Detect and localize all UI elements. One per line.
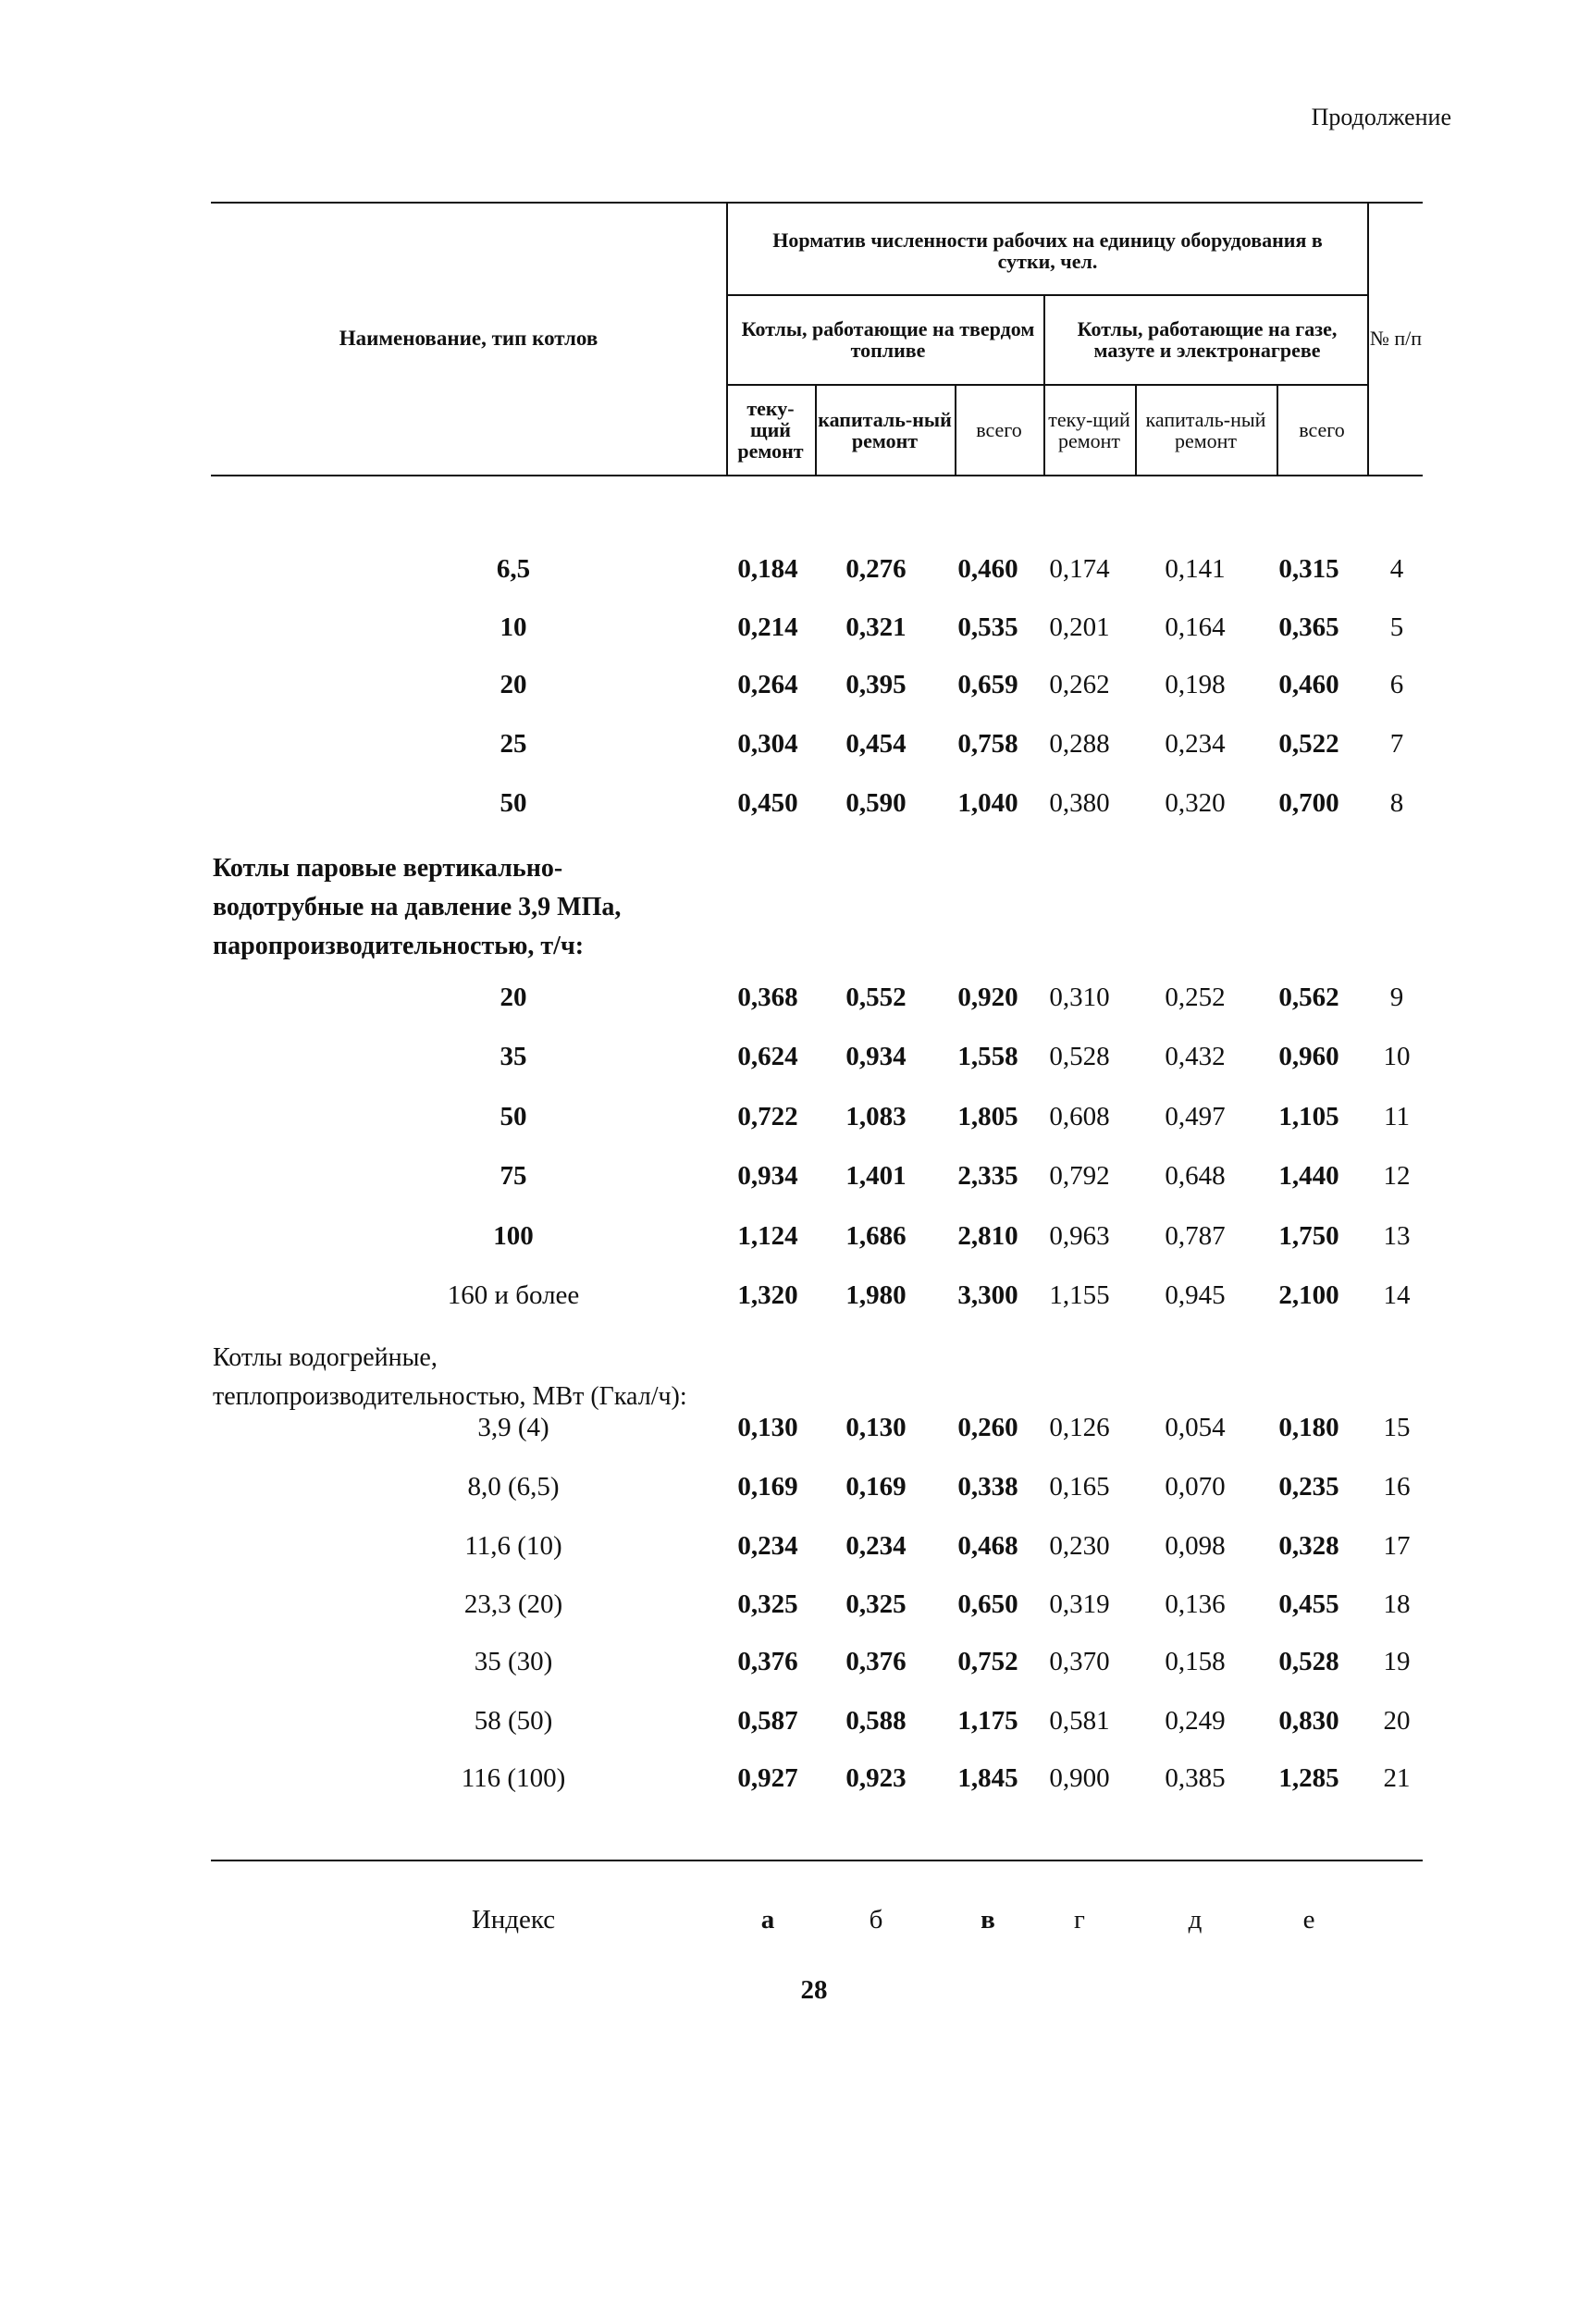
row-value-d: 0,234 (1165, 729, 1226, 759)
row-value-d: 0,787 (1165, 1221, 1226, 1251)
row-value-g: 0,900 (1049, 1763, 1110, 1793)
row-name: 23,3 (20) (463, 1589, 563, 1619)
row-number: 8 (1389, 788, 1404, 818)
row-value-d: 0,164 (1165, 612, 1226, 642)
row-value-e: 1,105 (1278, 1102, 1339, 1131)
row-value-g: 0,963 (1049, 1221, 1110, 1251)
row-value-v: 0,920 (957, 983, 1018, 1012)
row-value-a: 0,234 (737, 1531, 798, 1561)
row-value-v: 0,659 (957, 670, 1018, 699)
row-value-a: 0,624 (737, 1042, 798, 1071)
table-row (0, 1038, 1579, 1075)
header-col-capital-gas: капиталь-ный ремонт (1145, 407, 1266, 452)
row-value-e: 0,235 (1278, 1472, 1339, 1502)
row-number: 6 (1389, 670, 1404, 699)
row-value-b: 0,130 (845, 1413, 907, 1442)
row-value-a: 0,927 (737, 1763, 798, 1793)
row-value-d: 0,158 (1165, 1647, 1226, 1676)
row-value-a: 0,304 (737, 729, 798, 759)
row-value-b: 0,276 (845, 554, 907, 584)
row-value-d: 0,252 (1165, 983, 1226, 1012)
header-group-solid: Котлы, работающие на твердом топливе (741, 317, 1035, 362)
index-g: г (1074, 1905, 1085, 1935)
table-row (0, 1702, 1579, 1739)
row-value-v: 3,300 (957, 1280, 1018, 1310)
row-value-a: 0,722 (737, 1102, 798, 1131)
row-value-b: 0,169 (845, 1472, 907, 1502)
row-value-e: 0,700 (1278, 788, 1339, 818)
row-number: 9 (1389, 983, 1404, 1012)
row-value-a: 0,325 (737, 1589, 798, 1619)
row-value-v: 0,468 (957, 1531, 1018, 1561)
row-value-d: 0,648 (1165, 1161, 1226, 1191)
row-name: 116 (100) (461, 1763, 566, 1793)
header-col-current-gas: теку-щий ремонт (1048, 407, 1130, 452)
row-name: 3,9 (4) (477, 1413, 549, 1442)
row-value-b: 1,686 (845, 1221, 907, 1251)
row-value-e: 1,750 (1278, 1221, 1339, 1251)
index-a: а (760, 1905, 775, 1935)
index-v: в (981, 1905, 995, 1935)
row-name: 6,5 (496, 554, 531, 584)
row-value-e: 0,180 (1278, 1413, 1339, 1442)
row-value-g: 0,310 (1049, 983, 1110, 1012)
header-divider (726, 294, 1367, 296)
row-value-e: 0,460 (1278, 670, 1339, 699)
table-row (0, 1098, 1579, 1135)
row-value-e: 0,365 (1278, 612, 1339, 642)
row-number: 4 (1389, 554, 1404, 584)
row-value-e: 1,285 (1278, 1763, 1339, 1793)
row-value-e: 0,522 (1278, 729, 1339, 759)
row-value-g: 0,174 (1049, 554, 1110, 584)
header-divider (726, 384, 1367, 386)
row-value-g: 0,528 (1049, 1042, 1110, 1071)
row-value-g: 0,230 (1049, 1531, 1110, 1561)
row-value-a: 0,587 (737, 1706, 798, 1736)
row-value-d: 0,945 (1165, 1280, 1226, 1310)
row-value-g: 0,262 (1049, 670, 1110, 699)
row-value-g: 0,370 (1049, 1647, 1110, 1676)
row-number: 12 (1383, 1161, 1411, 1191)
row-name: 50 (500, 1102, 527, 1131)
row-value-e: 0,315 (1278, 554, 1339, 584)
row-value-e: 0,528 (1278, 1647, 1339, 1676)
row-value-b: 1,401 (845, 1161, 907, 1191)
header-group-gas: Котлы, работающие на газе, мазуте и электронагреве (1077, 317, 1338, 362)
row-value-v: 0,758 (957, 729, 1018, 759)
row-number: 7 (1389, 729, 1404, 759)
table-row (0, 1760, 1579, 1797)
row-value-e: 1,440 (1278, 1161, 1339, 1191)
table-row (0, 785, 1579, 822)
row-value-b: 0,552 (845, 983, 907, 1012)
row-value-d: 0,198 (1165, 670, 1226, 699)
table-row (0, 1527, 1579, 1564)
row-value-a: 0,264 (737, 670, 798, 699)
row-value-v: 0,338 (957, 1472, 1018, 1502)
row-value-g: 0,288 (1049, 729, 1110, 759)
row-value-d: 0,320 (1165, 788, 1226, 818)
row-value-g: 0,165 (1049, 1472, 1110, 1502)
row-value-e: 0,328 (1278, 1531, 1339, 1561)
row-number: 16 (1383, 1472, 1411, 1502)
page-number: 28 (800, 1975, 828, 2005)
row-value-v: 1,558 (957, 1042, 1018, 1071)
header-norm-title: Норматив численности рабочих на единицу оборудования в сутки, чел. (772, 229, 1323, 273)
row-value-v: 2,335 (957, 1161, 1018, 1191)
index-label: Индекс (471, 1905, 556, 1935)
row-value-e: 0,830 (1278, 1706, 1339, 1736)
row-value-d: 0,497 (1165, 1102, 1226, 1131)
row-value-g: 0,201 (1049, 612, 1110, 642)
row-value-v: 0,260 (957, 1413, 1018, 1442)
row-value-v: 0,752 (957, 1647, 1018, 1676)
table-row (0, 1277, 1579, 1314)
row-value-d: 0,141 (1165, 554, 1226, 584)
row-number: 15 (1383, 1413, 1411, 1442)
row-value-a: 1,320 (737, 1280, 798, 1310)
header-col-capital-solid: капиталь-ный ремонт (818, 407, 952, 452)
row-value-b: 0,923 (845, 1763, 907, 1793)
table-row (0, 1468, 1579, 1505)
row-name: 100 (493, 1221, 534, 1251)
row-value-g: 0,792 (1049, 1161, 1110, 1191)
row-value-v: 1,175 (957, 1706, 1018, 1736)
row-value-d: 0,385 (1165, 1763, 1226, 1793)
table-row (0, 609, 1579, 646)
row-name: 11,6 (10) (464, 1531, 562, 1561)
row-value-b: 1,083 (845, 1102, 907, 1131)
row-name: 35 (30) (474, 1647, 553, 1676)
row-value-b: 0,395 (845, 670, 907, 699)
header-col-total-solid: всего (976, 418, 1022, 441)
row-value-d: 0,249 (1165, 1706, 1226, 1736)
row-value-v: 0,460 (957, 554, 1018, 584)
row-value-a: 0,368 (737, 983, 798, 1012)
row-name: 25 (500, 729, 527, 759)
row-value-b: 0,934 (845, 1042, 907, 1071)
row-value-a: 0,130 (737, 1413, 798, 1442)
row-value-v: 0,535 (957, 612, 1018, 642)
row-name: 160 и более (447, 1280, 580, 1310)
index-b: б (869, 1905, 883, 1935)
table-row (0, 1643, 1579, 1680)
row-value-e: 0,960 (1278, 1042, 1339, 1071)
row-name: 50 (500, 788, 527, 818)
row-name: 20 (500, 670, 527, 699)
row-value-a: 0,184 (737, 554, 798, 584)
row-name: 20 (500, 983, 527, 1012)
row-value-e: 2,100 (1278, 1280, 1339, 1310)
row-value-a: 0,169 (737, 1472, 798, 1502)
header-col-current-solid: теку-щий ремонт (737, 397, 804, 463)
row-value-b: 0,325 (845, 1589, 907, 1619)
row-value-g: 0,581 (1049, 1706, 1110, 1736)
table-row (0, 666, 1579, 703)
header-number-column: № п/п (1369, 327, 1423, 350)
table-row (0, 979, 1579, 1016)
row-value-v: 2,810 (957, 1221, 1018, 1251)
header-bottom-rule (211, 475, 1423, 476)
row-value-b: 0,454 (845, 729, 907, 759)
table-row (0, 1586, 1579, 1623)
row-number: 18 (1383, 1589, 1411, 1619)
row-number: 13 (1383, 1221, 1411, 1251)
index-d: д (1188, 1905, 1203, 1935)
row-value-a: 0,214 (737, 612, 798, 642)
row-value-v: 1,845 (957, 1763, 1018, 1793)
row-number: 14 (1383, 1280, 1411, 1310)
row-value-d: 0,136 (1165, 1589, 1226, 1619)
row-value-b: 0,234 (845, 1531, 907, 1561)
row-value-v: 1,805 (957, 1102, 1018, 1131)
row-value-b: 0,588 (845, 1706, 907, 1736)
header-name-column: Наименование, тип котлов (339, 327, 598, 350)
group-label-steam: Котлы паровые вертикально-водотрубные на давление 3,9 МПа, паропроизводительностью, т/ч: (213, 854, 622, 960)
row-value-b: 0,590 (845, 788, 907, 818)
row-value-e: 0,562 (1278, 983, 1339, 1012)
row-value-d: 0,070 (1165, 1472, 1226, 1502)
row-name: 75 (500, 1161, 527, 1191)
bottom-rule (211, 1860, 1423, 1861)
row-value-v: 1,040 (957, 788, 1018, 818)
row-value-g: 0,380 (1049, 788, 1110, 818)
row-value-a: 1,124 (737, 1221, 798, 1251)
row-number: 20 (1383, 1706, 1411, 1736)
row-number: 21 (1383, 1763, 1411, 1793)
header-col-total-gas: всего (1299, 418, 1345, 441)
row-name: 35 (500, 1042, 527, 1071)
row-value-d: 0,054 (1165, 1413, 1226, 1442)
index-e: е (1302, 1905, 1315, 1935)
group-label-hot-water: Котлы водогрейные, теплопроизводительностью, МВт (Гкал/ч): (213, 1343, 687, 1411)
row-value-e: 0,455 (1278, 1589, 1339, 1619)
row-value-d: 0,098 (1165, 1531, 1226, 1561)
row-number: 10 (1383, 1042, 1411, 1071)
row-name: 10 (500, 612, 527, 642)
row-value-b: 0,321 (845, 612, 907, 642)
row-value-g: 0,126 (1049, 1413, 1110, 1442)
row-name: 8,0 (6,5) (467, 1472, 560, 1502)
table-row (0, 725, 1579, 762)
row-number: 5 (1389, 612, 1404, 642)
table-row (0, 1218, 1579, 1255)
row-number: 19 (1383, 1647, 1411, 1676)
row-number: 17 (1383, 1531, 1411, 1561)
row-value-a: 0,450 (737, 788, 798, 818)
row-value-d: 0,432 (1165, 1042, 1226, 1071)
row-number: 11 (1384, 1102, 1410, 1131)
table-row (0, 1157, 1579, 1194)
row-value-v: 0,650 (957, 1589, 1018, 1619)
table-row (0, 550, 1579, 587)
row-value-g: 0,319 (1049, 1589, 1110, 1619)
row-value-a: 0,934 (737, 1161, 798, 1191)
row-name: 58 (50) (474, 1706, 553, 1736)
row-value-b: 1,980 (845, 1280, 907, 1310)
row-value-g: 0,608 (1049, 1102, 1110, 1131)
row-value-a: 0,376 (737, 1647, 798, 1676)
row-value-g: 1,155 (1049, 1280, 1110, 1310)
row-value-b: 0,376 (845, 1647, 907, 1676)
continuation-label: Продолжение (1311, 104, 1451, 130)
